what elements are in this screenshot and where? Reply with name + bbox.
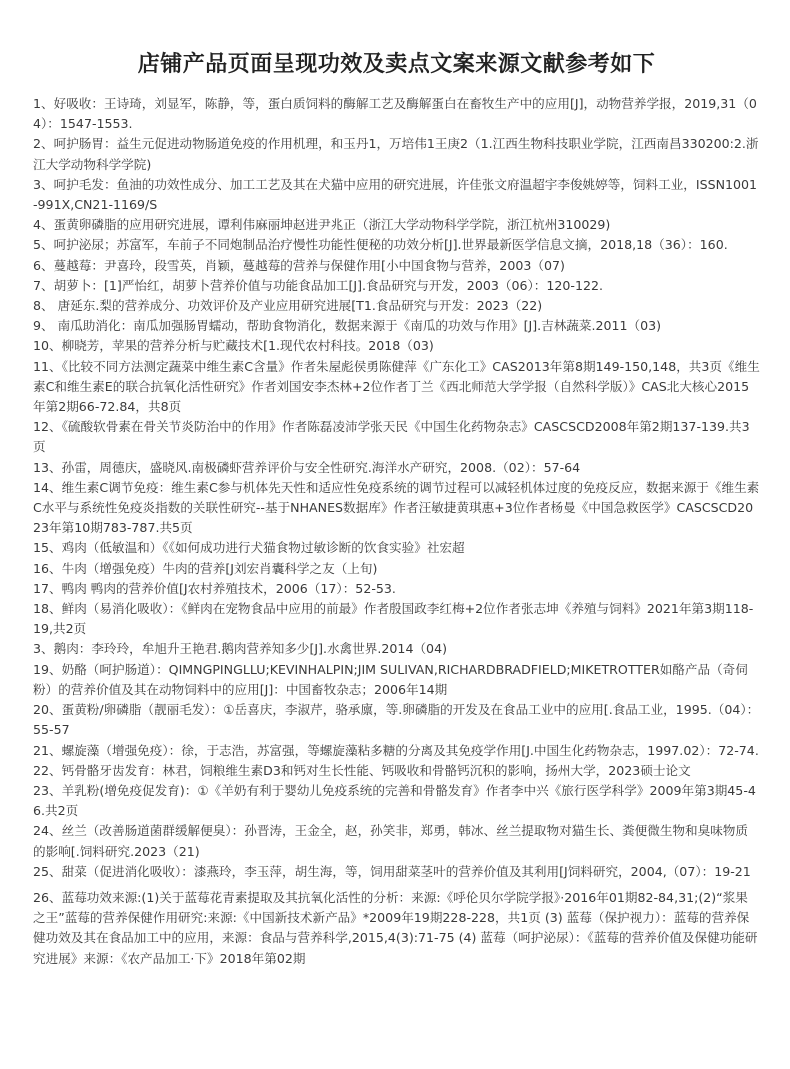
reference-item: 10、柳晓芳，苹果的营养分析与贮藏技术[1.现代农村科技。2018（03) <box>33 338 434 354</box>
reference-item: 16、牛肉（增强免疫）牛肉的营养[J刘宏肖囊科学之友（上旬) <box>33 560 378 576</box>
reference-item: 3、呵护毛发：鱼油的功效性成分、加工工艺及其在犬猫中应用的研究进展，许佳张文府温超宇李俊姚婷等，饲料工业，ISSN1001-991X,CN21-1169/S <box>33 176 758 213</box>
reference-item: 22、钙骨骼牙齿发育：林君，饲粮维生素D3和钙对生长性能、钙吸收和骨骼钙沉积的影响，扬州大学，2023硕士论文 <box>33 762 691 778</box>
page-title: 店铺产品页面呈现功效及卖点文案来源文献参考如下 <box>137 52 656 77</box>
reference-item: 3、鹅肉：李玲玲，牟旭升王艳君.鹅肉营养知多少[J].水禽世界.2014（04) <box>33 641 447 657</box>
reference-list <box>33 94 760 969</box>
reference-item: 18、鲜肉（易消化吸收）：《鲜肉在宠物食品中应用的前最》作者殷国政李红梅+2位作者张志坤《养殖与饲料》2021年第3期118-19,共2页 <box>33 601 754 637</box>
reference-item: 14、维生素C调节免疫：维生素C参与机体先天性和适应性免疫系统的调节过程可以减轻机体过度的免疫反应，数据来源于《维生素C水平与系统性免疫炎指数的关联性研究--基于NHANES数据库》作者汪敏捷黄琪惠+3位作者杨曼《中国急救医学》CASCSCD2023年第10期783-787.共5页 <box>33 479 760 536</box>
reference-item: 1、好吸收：王诗琦，刘显军，陈静，等，蛋白质饲料的酶解工艺及酶解蛋白在畜牧生产中的应用[J]，动物营养学报，2019,31（04）：1547-1553. <box>33 96 757 132</box>
reference-item: 12、《硫酸软骨素在骨关节炎防治中的作用》作者陈磊凌沛学张天民《中国生化药物杂志》CASCSCD2008年第2期137-139.共3页 <box>33 419 750 455</box>
reference-item: 26、蓝莓功效来源:(1)关于蓝莓花青素提取及其抗氧化活性的分析：来源:《呼伦贝尔学院学报》·2016年01期82-84,31;(2)“浆果之王”蓝莓的营养保健作用研究:来源:《中国新技术新产品》*2009年19期228-228，共1页 (3) 蓝莓（保护视力）：蓝莓的营养保健功效及其在食品加工中的应用，来源：食品与营养科学,2015,4(3):71-75 (4) 蓝莓（呵护泌尿）：《蓝莓的营养价值及保健功能研究进展》来源：《农产品加工·下》2018年第02期 <box>33 889 758 966</box>
reference-item: 25、甜菜（促进消化吸收）：漆燕玲，李玉萍，胡生海，等，饲用甜菜茎叶的营养价值及其利用[J饲料研究，2004,（07）：19-21 <box>33 863 751 879</box>
reference-item: 2、呵护肠胃：益生元促进动物肠道免疫的作用机理，和玉丹1，万培伟1王庚2（1.江西生物科技职业学院，江西南昌330200:2.浙江大学动物科学学院) <box>33 136 759 172</box>
reference-item: 6、蔓越莓：尹喜玲，段雪英，肖颖，蔓越莓的营养与保健作用[小中国食物与营养，2003（07) <box>33 257 565 273</box>
reference-item: 15、鸡肉（低敏温和）《《如何成功进行犬猫食物过敏诊断的饮食实验》社宏超 <box>33 540 465 556</box>
reference-item: 7、胡萝卜：[1]严怡红，胡萝卜营养价值与功能食品加工[J].食品研究与开发，2003（06）：120-122. <box>33 277 603 293</box>
reference-item: 17、鸭肉 鸭肉的营养价值[J农村养殖技术，2006（17）：52-53. <box>33 580 396 596</box>
reference-item: 24、丝兰（改善肠道菌群缓解便臭）：孙晋涛，王金全，赵，孙笑非，郑勇，韩冰、丝兰提取物对猫生长、粪便微生物和臭味物质的影响[.饲料研究.2023（21) <box>33 823 748 859</box>
reference-item: 5、呵护泌尿；苏富军，车前子不同炮制品治疗慢性功能性便秘的功效分析[J].世界最新医学信息文摘，2018,18（36）：160. <box>33 237 728 253</box>
reference-item: 23、羊乳粉(增免疫促发育)：①《羊奶有利于婴幼儿免疫系统的完善和骨骼发育》作者李中兴《旅行医学科学》2009年第3期45-46.共2页 <box>33 782 756 819</box>
reference-item: 20、蛋黄粉/卵磷脂（靓丽毛发）：①岳喜庆，李淑芹，骆承廪，等.卵磷脂的开发及在食品工业中的应用[.食品工业，1995.（04）：55-57 <box>33 702 760 738</box>
reference-item: 13、孙雷，周德庆，盛晓风.南极磷虾营养评价与安全性研究.海洋水产研究，2008.（02）：57-64 <box>33 459 581 475</box>
reference-item: 21、螺旋藻（增强免疫）：徐，于志浩，苏富强，等螺旋藻粘多糖的分离及其免疫学作用[J.中国生化药物杂志，1997.02）：72-74. <box>33 742 759 758</box>
reference-item: 8、 唐延东.梨的营养成分、功效评价及产业应用研究进展[T1.食品研究与开发：2023（22) <box>33 298 543 314</box>
reference-item: 9、 南瓜助消化：南瓜加强肠胃蠕动，帮助食物消化，数据来源于《南瓜的功效与作用》[J].吉林蔬菜.2011（03) <box>33 318 662 334</box>
reference-item: 4、蛋黄卵磷脂的应用研究进展，谭利伟麻丽坤赵进尹兆正（浙江大学动物科学学院，浙江杭州310029) <box>33 217 611 233</box>
reference-item: 19、奶酪（呵护肠道）：QIMNGPINGLLU;KEVINHALPIN;JIM SULIVAN,RICHARDBRADFIELD;MIKETROTTER如酪产品（奇伺粉）的营养价值及其在动物饲料中的应用[J]：中国畜牧杂志；2006年14期 <box>33 661 748 697</box>
reference-item: 11、《比较不同方法测定蔬菜中维生素C含量》作者朱屋彪侯勇陈健萍《广东化工》CAS2013年第8期149-150,148，共3页《维生素C和维生素E的联合抗氧化活性研究》作者刘国安李杰林+2位作者丁兰《西北师范大学学报（自然科学版）》CAS北大核心2015年第2期66-72.84，共8页 <box>33 358 760 415</box>
